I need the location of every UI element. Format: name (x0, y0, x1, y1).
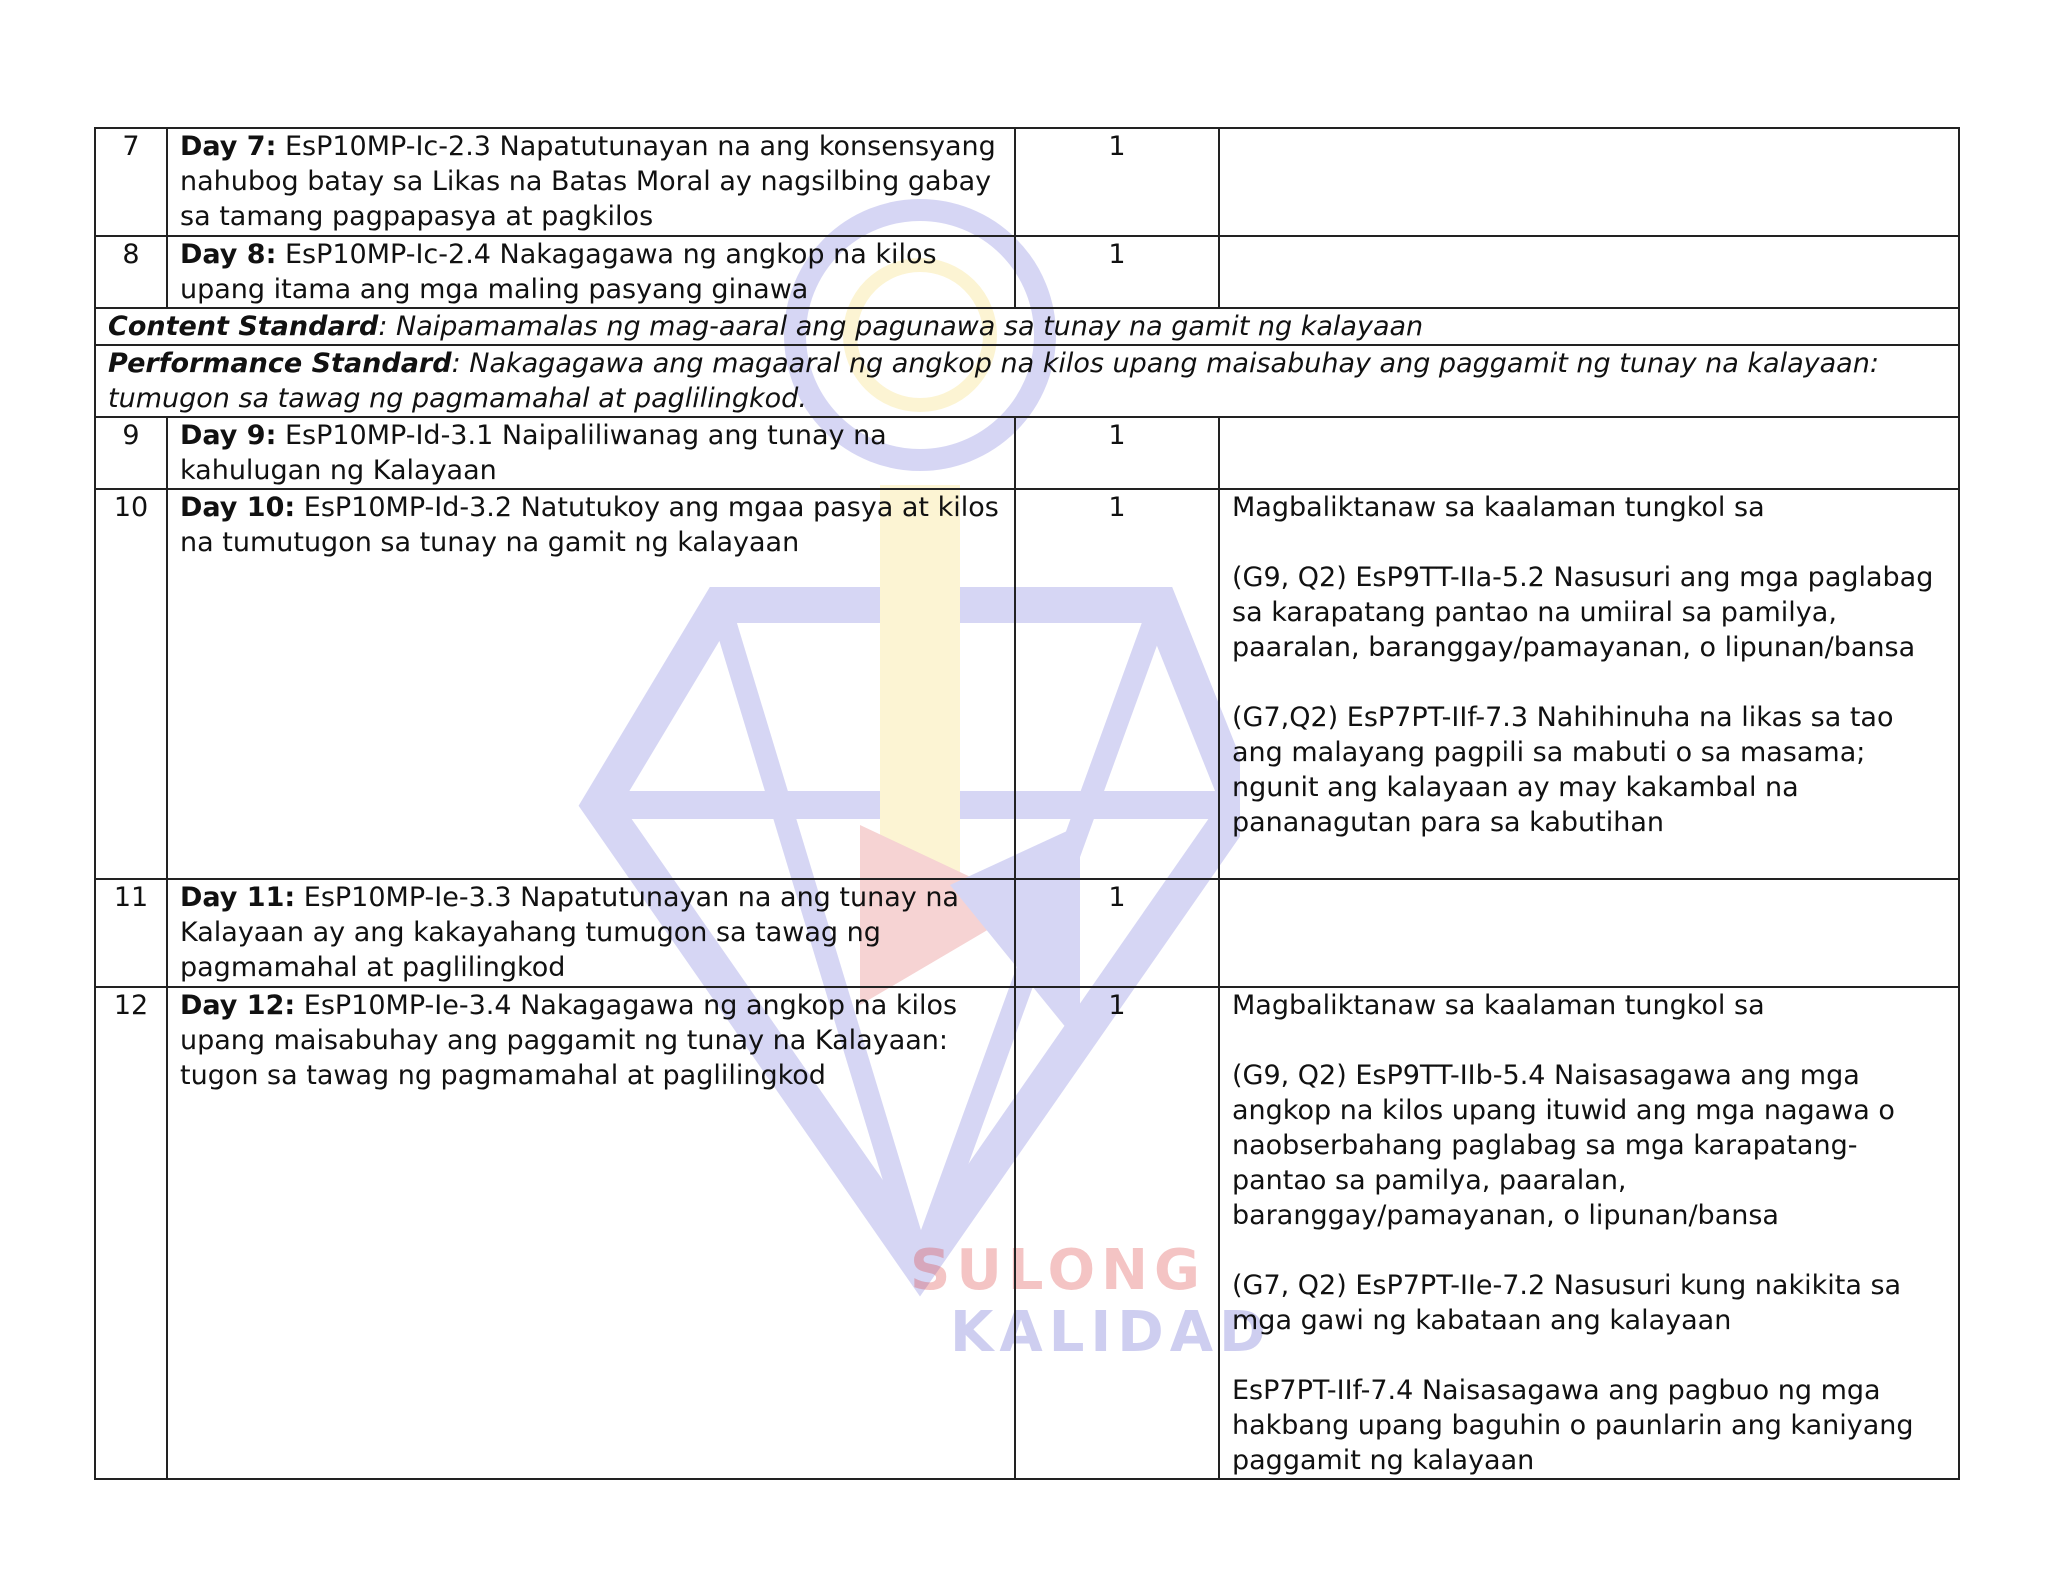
row-number: 9 (95, 417, 167, 489)
content-standard (95, 308, 1959, 345)
row-number: 11 (95, 879, 167, 987)
table-row (95, 489, 1959, 879)
watermark-text-kalidad: KALIDAD (950, 1300, 1272, 1365)
prerequisite-intro: Magbaliktanaw sa kaalaman tungkol sa (1232, 990, 1765, 1021)
performance-standard-text: : Nakagagawa ang magaaral ng angkop na kilos upang maisabuhay ang paggamit ng tunay na kalayaan: tumugon sa tawag ng pagmamahal at paglilingkod. (108, 348, 1879, 414)
competency-cell (167, 417, 1015, 489)
competency-cell (167, 879, 1015, 987)
prerequisite-cell (1219, 879, 1959, 987)
days-cell: 1 (1015, 236, 1219, 308)
content-standard-text: : Naipamamalas ng mag-aaral ang pagunawa sa tunay na gamit ng kalayaan (378, 311, 1424, 342)
days-cell: 1 (1015, 489, 1219, 879)
prerequisite-cell (1219, 417, 1959, 489)
row-number: 12 (95, 987, 167, 1479)
day-label: Day 12: (180, 990, 296, 1021)
day-label: Day 9: (180, 420, 277, 451)
prerequisite-cell (1219, 489, 1959, 879)
table-row (95, 417, 1959, 489)
row-number: 7 (95, 128, 167, 236)
competency-text: EsP10MP-Ie-3.3 Napatutunayan na ang tunay na Kalayaan ay ang kakayahang tumugon sa tawag ng pagmamahal at paglilingkod (180, 882, 959, 983)
competency-text: EsP10MP-Ic-2.4 Nakagagawa ng angkop na kilos upang itama ang mga maling pasyang ginawa (180, 239, 937, 305)
table-row (95, 879, 1959, 987)
prerequisite-item: (G7, Q2) EsP7PT-IIe-7.2 Nasusuri kung nakikita sa mga gawi ng kabataan ang kalayaan (1232, 1270, 1902, 1336)
table-row (95, 236, 1959, 308)
prerequisite-item: (G9, Q2) EsP9TT-IIb-5.4 Naisasagawa ang mga angkop na kilos upang ituwid ang mga nagawa o naobserbahang paglabag sa mga karapatang-pantao sa pamilya, paaralan, baranggay/pamayanan, o lipunan/bansa (1232, 1060, 1895, 1231)
prerequisite-item: (G7,Q2) EsP7PT-IIf-7.3 Nahihinuha na likas sa tao ang malayang pagpili sa mabuti o sa masama; ngunit ang kalayaan ay may kakambal na pananagutan para sa kabutihan (1232, 702, 1894, 838)
days-cell: 1 (1015, 128, 1219, 236)
content-standard-label: Content Standard (108, 311, 379, 342)
days-cell: 1 (1015, 879, 1219, 987)
competency-cell (167, 987, 1015, 1479)
table-row (95, 987, 1959, 1479)
table-row (95, 128, 1959, 236)
watermark-text-sulong: SULONG (910, 1238, 1206, 1303)
prerequisite-item: EsP7PT-IIf-7.4 Naisasagawa ang pagbuo ng mga hakbang upang baguhin o paunlarin ang kaniyang paggamit ng kalayaan (1232, 1375, 1914, 1476)
row-number: 10 (95, 489, 167, 879)
competency-cell (167, 128, 1015, 236)
day-label: Day 7: (180, 131, 277, 162)
curriculum-table (94, 127, 1960, 1480)
performance-standard (95, 345, 1959, 417)
prerequisite-cell (1219, 987, 1959, 1479)
performance-standard-row (95, 345, 1959, 417)
competency-cell (167, 236, 1015, 308)
day-label: Day 11: (180, 882, 296, 913)
competency-text: EsP10MP-Id-3.1 Naipaliliwanag ang tunay na kahulugan ng Kalayaan (180, 420, 887, 486)
competency-text: EsP10MP-Ic-2.3 Napatutunayan na ang konsensyang nahubog batay sa Likas na Batas Moral ay nagsilbing gabay sa tamang pagpapasya at pagkilos (180, 131, 996, 232)
prerequisite-cell (1219, 128, 1959, 236)
day-label: Day 10: (180, 492, 296, 523)
day-label: Day 8: (180, 239, 277, 270)
prerequisite-item: (G9, Q2) EsP9TT-IIa-5.2 Nasusuri ang mga paglabag sa karapatang pantao na umiiral sa pamilya, paaralan, baranggay/pamayanan, o lipunan/bansa (1232, 562, 1934, 663)
days-cell: 1 (1015, 987, 1219, 1479)
competency-text: EsP10MP-Ie-3.4 Nakagagawa ng angkop na kilos upang maisabuhay ang paggamit ng tunay na Kalayaan: tugon sa tawag ng pagmamahal at paglilingkod (180, 990, 958, 1091)
prerequisite-intro: Magbaliktanaw sa kaalaman tungkol sa (1232, 492, 1765, 523)
competency-cell (167, 489, 1015, 879)
competency-text: EsP10MP-Id-3.2 Natutukoy ang mgaa pasya at kilos na tumutugon sa tunay na gamit ng kalayaan (180, 492, 999, 558)
prerequisite-cell (1219, 236, 1959, 308)
performance-standard-label: Performance Standard (108, 348, 452, 379)
content-standard-row (95, 308, 1959, 345)
days-cell: 1 (1015, 417, 1219, 489)
row-number: 8 (95, 236, 167, 308)
